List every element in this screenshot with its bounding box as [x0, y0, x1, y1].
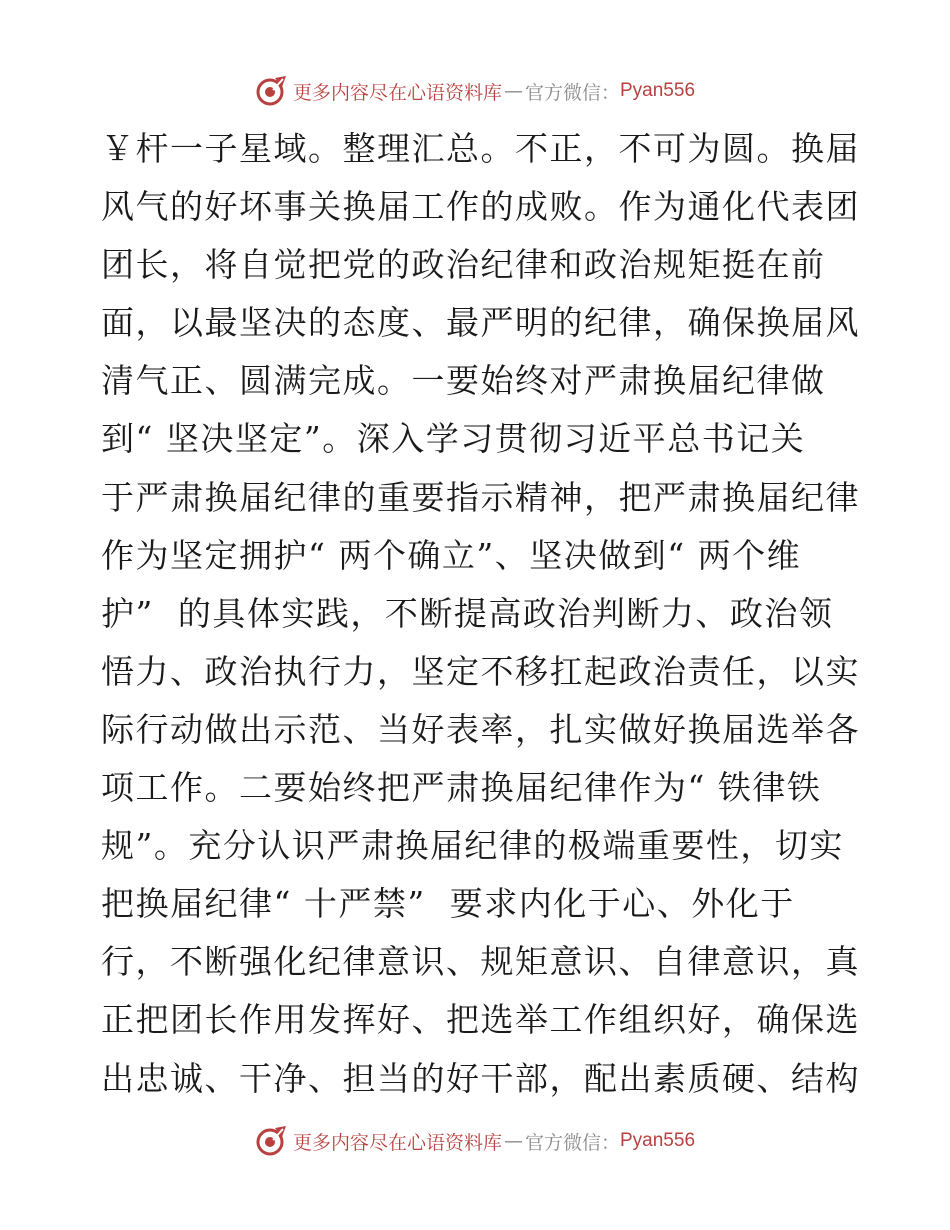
body-line: 正把团长作用发挥好、把选举工作组织好，确保选: [101, 1000, 860, 1040]
body-line: 际行动做出示范、当好表率，扎实做好换届选举各: [101, 709, 860, 749]
watermark-wechat-id: Pyan556: [620, 80, 696, 101]
body-line: 行，不断强化纪律意识、规矩意识、自律意识，真: [101, 942, 860, 982]
body-line: 团长，将自觉把党的政治纪律和政治规矩挺在前: [101, 245, 826, 285]
footer-watermark: [0, 1124, 950, 1158]
pen-logo-icon: [255, 74, 289, 108]
document-body: [101, 120, 861, 1108]
body-line: 面，以最坚决的态度、最严明的纪律，确保换届风: [101, 303, 860, 343]
body-line: 项工作。二要始终把严肃换届纪律作为“ 铁律铁: [101, 768, 822, 808]
watermark-separator: —: [503, 80, 523, 102]
watermark-label: 官方微信：: [524, 81, 620, 104]
body-line: 把换届纪律“ 十严禁” 要求内化于心、外化于: [101, 884, 795, 924]
watermark-text: 更多内容尽在心语资料库: [292, 81, 502, 104]
body-line: 规”。充分认识严肃换届纪律的极端重要性，切实: [101, 826, 844, 866]
body-line: 清气正、圆满完成。一要始终对严肃换届纪律做: [101, 361, 826, 401]
header-watermark: [0, 74, 950, 108]
watermark-wechat-id: Pyan556: [620, 1130, 696, 1151]
body-line: ￥杆一子星域。整理汇总。不正，不可为圆。换届: [101, 129, 860, 168]
body-line: 风气的好坏事关换届工作的成败。作为通化代表团: [101, 187, 860, 227]
body-line: 出忠诚、干净、担当的好干部，配出素质硬、结构: [101, 1058, 860, 1098]
body-line: 到“ 坚决坚定”。深入学习贯彻习近平总书记关: [101, 419, 806, 459]
watermark-separator: —: [503, 1130, 523, 1152]
body-line: 悟力、政治执行力，坚定不移扛起政治责任，以实: [101, 651, 860, 691]
watermark-text: 更多内容尽在心语资料库: [292, 1131, 502, 1154]
pen-logo-icon: [255, 1124, 289, 1158]
body-line: 于严肃换届纪律的重要指示精神，把严肃换届纪律: [101, 477, 860, 517]
body-line: 护” 的具体实践，不断提高政治判断力、政治领: [101, 593, 834, 633]
watermark-label: 官方微信：: [524, 1131, 620, 1154]
body-line: 作为坚定拥护“ 两个确立”、坚决做到“ 两个维: [101, 535, 802, 575]
